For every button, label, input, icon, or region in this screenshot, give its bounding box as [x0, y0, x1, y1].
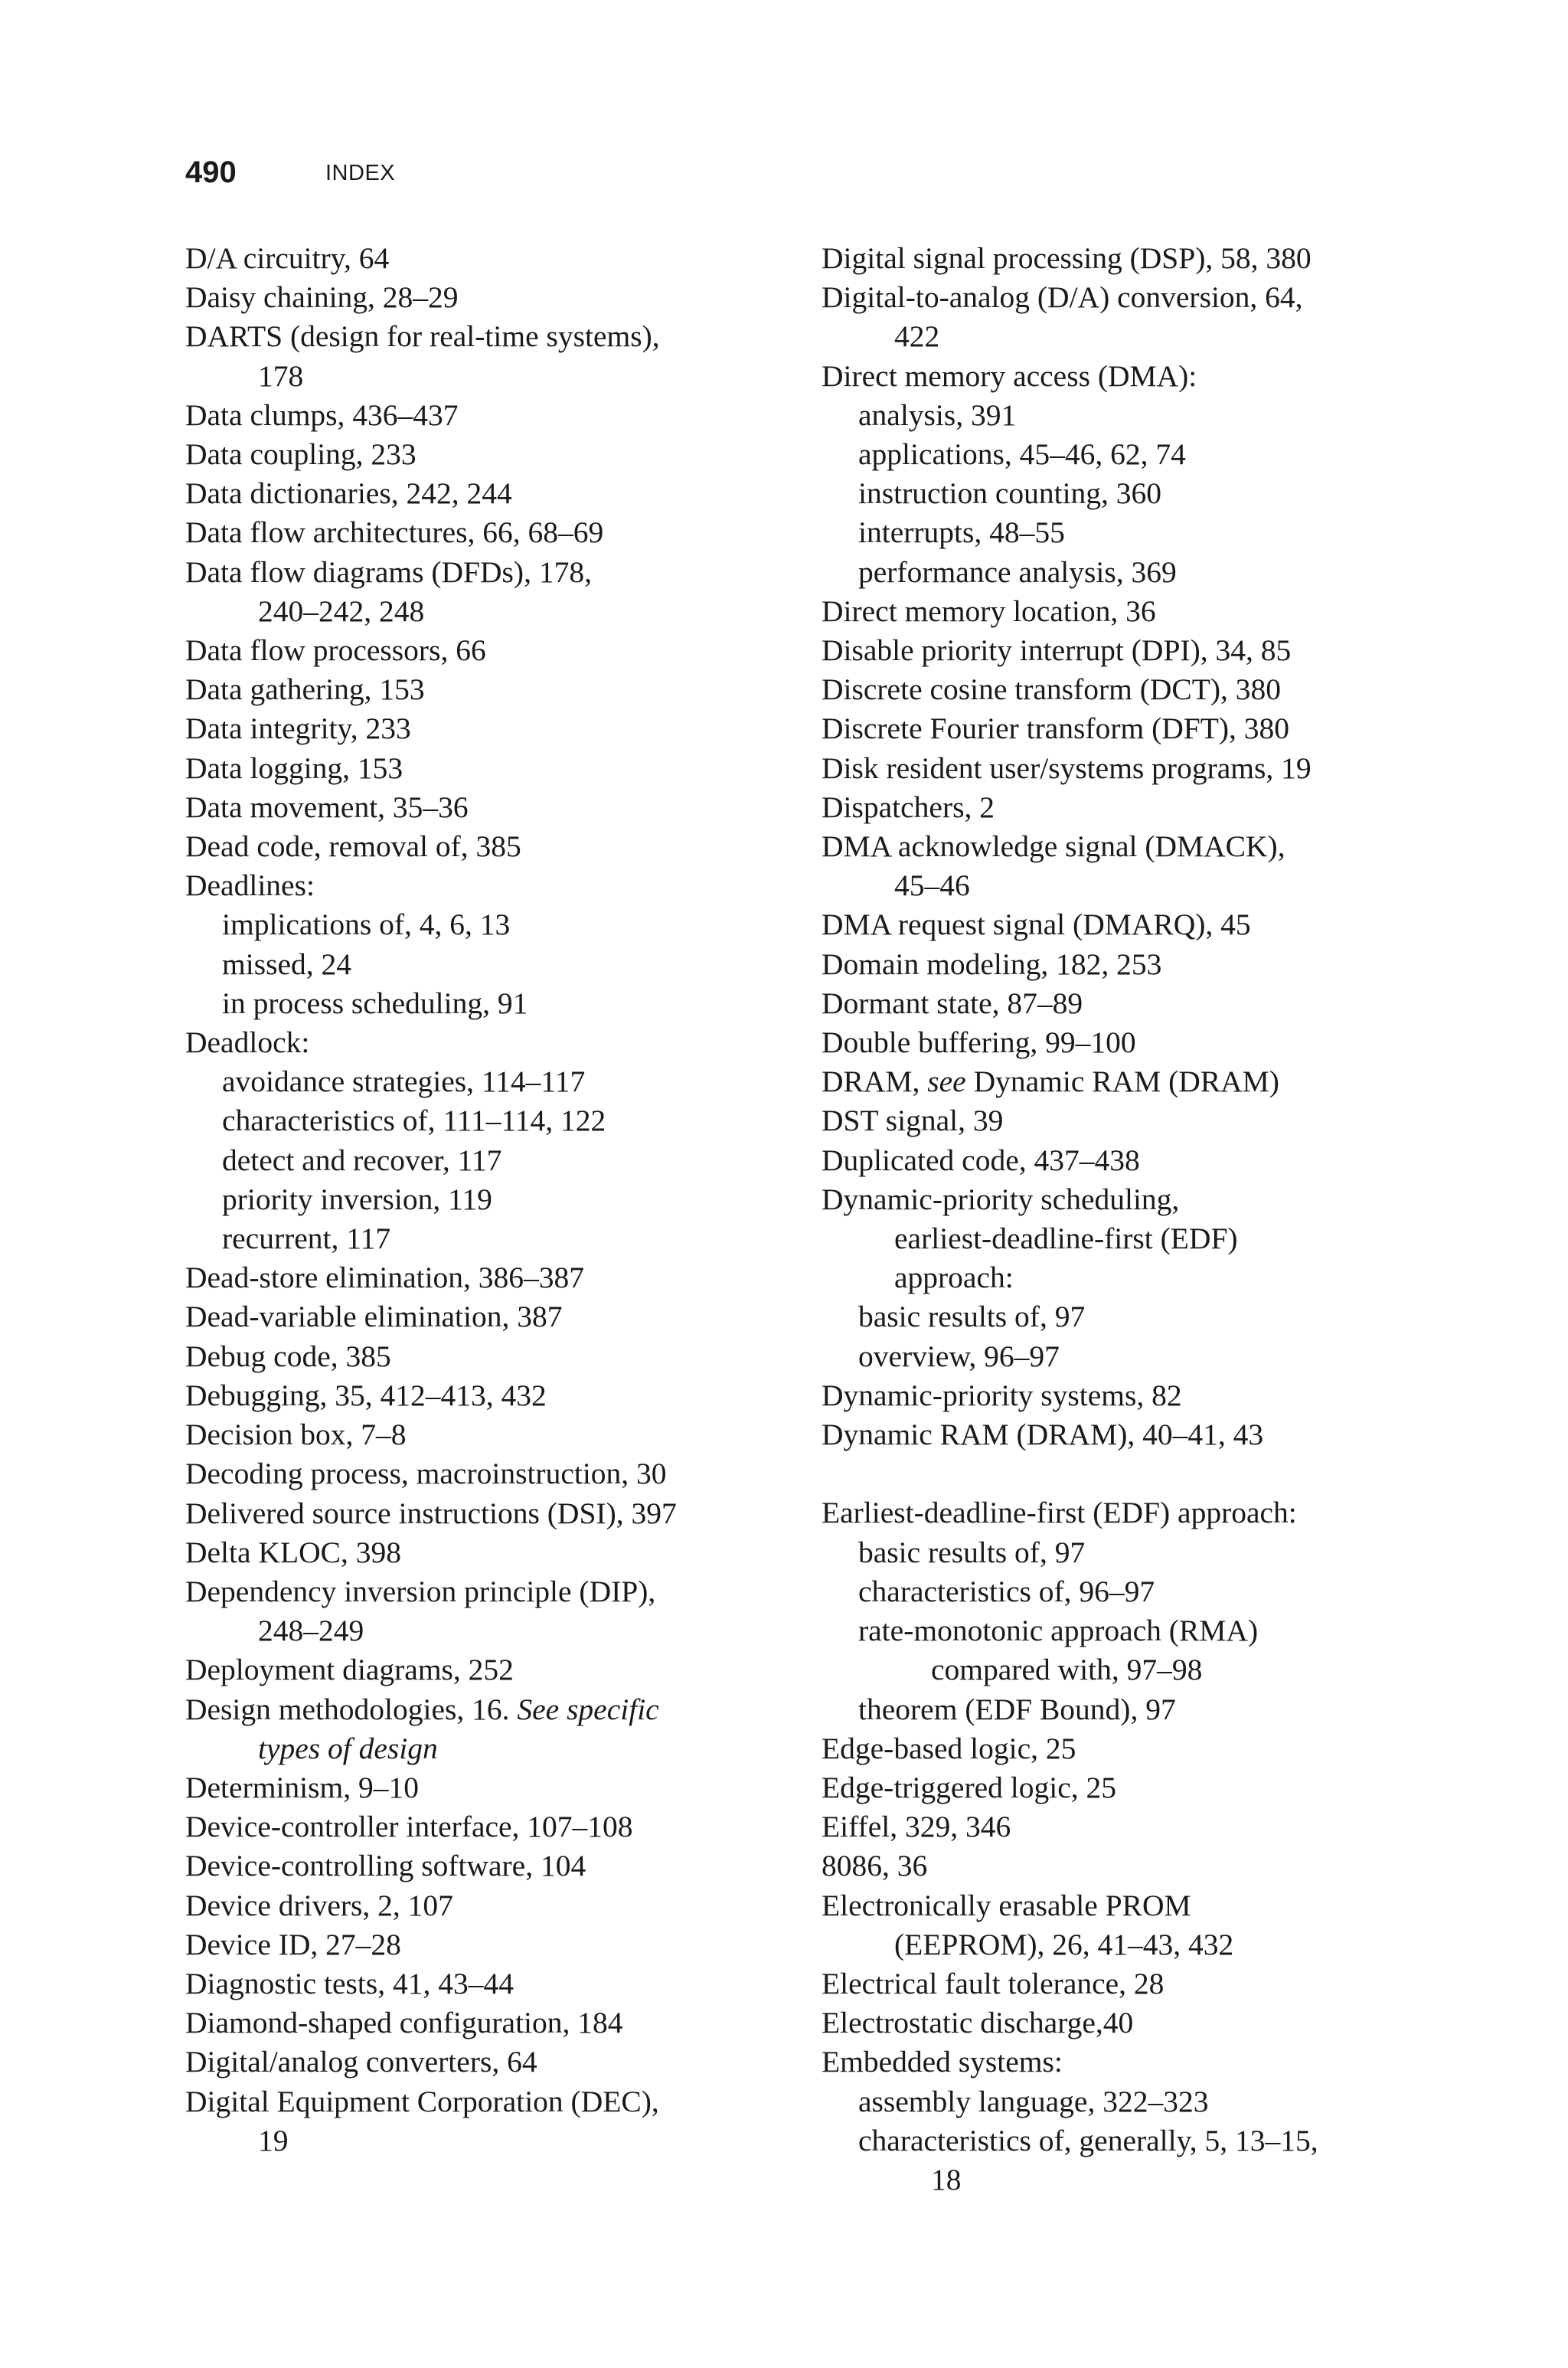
index-entry: [185, 1297, 767, 1336]
index-entry: [185, 1807, 767, 1846]
entry-text: (EEPROM), 26, 41–43, 432: [894, 1927, 1234, 1961]
entry-text: Daisy chaining, 28–29: [185, 280, 459, 315]
entry-text: Dynamic RAM (DRAM), 40–41, 43: [822, 1418, 1264, 1452]
entry-text: in process scheduling, 91: [222, 986, 528, 1020]
entry-text: Dead-store elimination, 386–387: [185, 1261, 585, 1295]
index-entry: [185, 1023, 767, 1062]
entry-text: Dead code, removal of, 385: [185, 829, 521, 864]
entry-text: 18: [931, 2162, 962, 2196]
index-entry: [185, 788, 767, 827]
index-subentry: [822, 474, 1403, 513]
entry-text: Data integrity, 233: [185, 711, 411, 746]
index-entry: [185, 553, 767, 592]
index-subentry: [822, 1258, 1403, 1297]
entry-text: Edge-based logic, 25: [822, 1731, 1076, 1765]
index-entry: [822, 1886, 1403, 1925]
index-column-right: [822, 239, 1403, 2200]
entry-text: Dynamic-priority systems, 82: [822, 1378, 1182, 1412]
index-entry: [822, 1768, 1403, 1807]
index-entry: [822, 788, 1403, 827]
entry-text: theorem (EDF Bound), 97: [858, 1692, 1176, 1726]
index-entry: [822, 1180, 1403, 1219]
entry-text: Direct memory access (DMA):: [822, 358, 1197, 393]
index-entry: [185, 749, 767, 788]
index-subentry: [822, 513, 1403, 552]
entry-text: Embedded systems:: [822, 2045, 1063, 2079]
index-subentry: [185, 357, 767, 396]
entry-text: Double buffering, 99–100: [822, 1025, 1136, 1060]
index-entry: [822, 1964, 1403, 2003]
index-entry: [185, 670, 767, 709]
entry-text: Data dictionaries, 242, 244: [185, 476, 512, 511]
index-entry: [185, 1964, 767, 2003]
index-entry: [185, 1258, 767, 1297]
index-subentry: [185, 984, 767, 1023]
entry-text: Edge-triggered logic, 25: [822, 1770, 1116, 1804]
entry-text: Data flow processors, 66: [185, 633, 486, 668]
entry-text: Decoding process, macroinstruction, 30: [185, 1457, 667, 1491]
entry-text: earliest-deadline-first (EDF): [894, 1222, 1238, 1256]
index-subentry: [185, 1141, 767, 1180]
index-entry: [185, 1572, 767, 1611]
index-subentry: [822, 435, 1403, 474]
entry-text: Discrete cosine transform (DCT), 380: [822, 672, 1282, 707]
entry-text: Electrical fault tolerance, 28: [822, 1966, 1165, 2000]
entry-text: Digital signal processing (DSP), 58, 380: [822, 241, 1312, 275]
index-entry: [822, 2043, 1403, 2082]
entry-text: missed, 24: [222, 947, 351, 981]
index-entry: [185, 2082, 767, 2121]
index-entry: [822, 278, 1403, 317]
index-subentry: [185, 1219, 767, 1258]
index-entry: [822, 670, 1403, 709]
entry-text: assembly language, 322–323: [858, 2084, 1209, 2118]
index-entry: [185, 1494, 767, 1533]
index-subentry: [822, 1337, 1403, 1376]
index-entry: [822, 945, 1403, 984]
running-head: INDEX: [325, 161, 396, 185]
index-entry: [822, 905, 1403, 944]
entry-text: Diamond-shaped configuration, 184: [185, 2006, 623, 2040]
entry-text: 45–46: [894, 868, 970, 903]
index-subentry: [822, 1650, 1403, 1689]
entry-text: Dispatchers, 2: [822, 790, 995, 824]
index-entry: [185, 1846, 767, 1886]
entry-text: Device-controlling software, 104: [185, 1849, 586, 1883]
entry-text: 422: [894, 319, 940, 354]
entry-text: analysis, 391: [858, 397, 1017, 432]
index-entry: [185, 1886, 767, 1925]
entry-text: Device ID, 27–28: [185, 1927, 401, 1961]
index-subentry: [822, 2121, 1403, 2160]
index-entry: [822, 1141, 1403, 1180]
entry-text: DMA request signal (DMARQ), 45: [822, 908, 1251, 942]
entry-text: compared with, 97–98: [931, 1653, 1203, 1687]
index-subentry: [822, 1572, 1403, 1611]
index-entry: [185, 239, 767, 278]
entry-text: Decision box, 7–8: [185, 1418, 407, 1452]
index-subentry: [822, 317, 1403, 356]
index-subentry: [822, 1219, 1403, 1258]
index-entry: [822, 749, 1403, 788]
entry-text: Data flow architectures, 66, 68–69: [185, 515, 604, 550]
entry-text: Dependency inversion principle (DIP),: [185, 1574, 656, 1608]
index-entry: [822, 984, 1403, 1023]
entry-text: detect and recover, 117: [222, 1143, 502, 1177]
index-subentry: [185, 945, 767, 984]
entry-text: Dynamic RAM (DRAM): [965, 1065, 1279, 1099]
index-subentry: [822, 1690, 1403, 1729]
index-subentry: [822, 2160, 1403, 2200]
index-entry: [185, 1533, 767, 1572]
entry-text: basic results of, 97: [858, 1535, 1086, 1569]
entry-text: characteristics of, 111–114, 122: [222, 1104, 606, 1138]
index-subentry: [822, 866, 1403, 905]
entry-text: 178: [258, 358, 304, 393]
index-entry: [185, 1925, 767, 1964]
index-subentry: [185, 905, 767, 944]
entry-text: Earliest-deadline-first (EDF) approach:: [822, 1496, 1297, 1530]
entry-text: Data movement, 35–36: [185, 790, 469, 824]
index-entry: [822, 1101, 1403, 1140]
entry-text: performance analysis, 369: [858, 554, 1177, 589]
index-entry: [185, 1650, 767, 1689]
entry-text: Domain modeling, 182, 253: [822, 947, 1162, 981]
entry-text: Dynamic-priority scheduling,: [822, 1182, 1180, 1216]
index-entry: [185, 317, 767, 356]
entry-spacer: [822, 1454, 1403, 1493]
entry-text: Duplicated code, 437–438: [822, 1143, 1140, 1177]
index-entry: [822, 357, 1403, 396]
entry-text: Data gathering, 153: [185, 672, 425, 707]
entry-text: Discrete Fourier transform (DFT), 380: [822, 711, 1289, 746]
index-entry: [185, 1454, 767, 1493]
index-subentry: [185, 1062, 767, 1101]
index-subentry: [185, 1611, 767, 1650]
index-entry: [185, 396, 767, 435]
entry-text: Disable priority interrupt (DPI), 34, 85: [822, 633, 1292, 668]
entry-text: overview, 96–97: [858, 1339, 1060, 1373]
entry-text: Disk resident user/systems programs, 19: [822, 751, 1312, 785]
entry-text: basic results of, 97: [858, 1300, 1086, 1334]
index-entry: [185, 1415, 767, 1454]
entry-text: Debug code, 385: [185, 1339, 391, 1373]
index-entry: [822, 1493, 1403, 1532]
entry-text: Design methodologies, 16.: [185, 1692, 518, 1726]
index-subentry: [822, 1297, 1403, 1336]
index-entry: [185, 278, 767, 317]
index-entry: [822, 239, 1403, 278]
entry-text: Data flow diagrams (DFDs), 178,: [185, 554, 592, 589]
entry-text: Eiffel, 329, 346: [822, 1810, 1011, 1844]
index-entry: [185, 1376, 767, 1415]
entry-text: DST signal, 39: [822, 1104, 1004, 1138]
index-subentry: [185, 1101, 767, 1140]
entry-text: D/A circuitry, 64: [185, 241, 390, 275]
entry-text: 240–242, 248: [258, 594, 425, 628]
index-entry: [185, 631, 767, 670]
entry-text: priority inversion, 119: [222, 1182, 492, 1216]
index-entry: [822, 1807, 1403, 1846]
entry-text: DARTS (design for real-time systems),: [185, 319, 660, 354]
index-entry: [185, 1690, 767, 1729]
index-entry: [185, 474, 767, 513]
index-subentry: [185, 2121, 767, 2160]
cross-reference-text: types of design: [258, 1731, 438, 1765]
entry-text: implications of, 4, 6, 13: [222, 908, 511, 942]
entry-text: Debugging, 35, 412–413, 432: [185, 1378, 547, 1412]
index-subentry: [185, 1180, 767, 1219]
index-entry: [185, 1768, 767, 1807]
index-entry: [822, 1023, 1403, 1062]
index-subentry: [822, 1611, 1403, 1650]
entry-text: Deadlines:: [185, 868, 315, 903]
entry-text: instruction counting, 360: [858, 476, 1162, 511]
index-column-left: [185, 239, 767, 2160]
entry-text: characteristics of, generally, 5, 13–15,: [858, 2123, 1318, 2157]
index-subentry: [822, 553, 1403, 592]
entry-text: Device drivers, 2, 107: [185, 1888, 453, 1922]
index-entry: [822, 827, 1403, 866]
entry-text: avoidance strategies, 114–117: [222, 1065, 586, 1099]
index-subentry: [185, 592, 767, 631]
entry-text: rate-monotonic approach (RMA): [858, 1614, 1259, 1648]
index-entry: [185, 1337, 767, 1376]
index-entry: [822, 709, 1403, 748]
entry-text: Delivered source instructions (DSI), 397: [185, 1496, 677, 1530]
entry-text: Data coupling, 233: [185, 437, 416, 472]
entry-text: recurrent, 117: [222, 1222, 391, 1256]
entry-text: Delta KLOC, 398: [185, 1535, 401, 1569]
entry-text: Electrostatic discharge,40: [822, 2006, 1134, 2040]
entry-text: Dead-variable elimination, 387: [185, 1300, 563, 1334]
entry-text: 8086, 36: [822, 1849, 928, 1883]
entry-text: approach:: [894, 1261, 1014, 1295]
entry-text: Digital-to-analog (D/A) conversion, 64,: [822, 280, 1303, 315]
index-entry: [185, 2043, 767, 2082]
entry-text: Device-controller interface, 107–108: [185, 1810, 633, 1844]
index-entry: [822, 631, 1403, 670]
entry-text: Data clumps, 436–437: [185, 397, 459, 432]
index-entry: [185, 513, 767, 552]
entry-text: Direct memory location, 36: [822, 594, 1156, 628]
entry-text: 248–249: [258, 1614, 364, 1648]
entry-text: Data logging, 153: [185, 751, 403, 785]
entry-text: Diagnostic tests, 41, 43–44: [185, 1966, 514, 2000]
entry-text: applications, 45–46, 62, 74: [858, 437, 1186, 472]
index-entry: [185, 866, 767, 905]
page-number: 490: [185, 155, 237, 189]
index-entry: [822, 1062, 1403, 1101]
entry-text: interrupts, 48–55: [858, 515, 1065, 550]
entry-text: Dormant state, 87–89: [822, 986, 1083, 1020]
entry-text: 19: [258, 2123, 289, 2157]
index-subentry: [822, 2082, 1403, 2121]
cross-reference-text: see: [927, 1065, 966, 1099]
entry-text: characteristics of, 96–97: [858, 1574, 1155, 1608]
index-subentry: [822, 1925, 1403, 1964]
entry-text: Electronically erasable PROM: [822, 1888, 1191, 1922]
index-entry: [185, 435, 767, 474]
index-entry: [185, 2003, 767, 2043]
entry-text: DMA acknowledge signal (DMACK),: [822, 829, 1285, 864]
entry-text: Deadlock:: [185, 1025, 310, 1060]
entry-text: Determinism, 9–10: [185, 1770, 419, 1804]
entry-text: Digital Equipment Corporation (DEC),: [185, 2084, 659, 2118]
index-entry: [822, 592, 1403, 631]
index-entry: [185, 827, 767, 866]
entry-text: Deployment diagrams, 252: [185, 1653, 514, 1687]
index-entry: [822, 1846, 1403, 1886]
cross-reference-text: See specific: [517, 1692, 659, 1726]
index-entry: [822, 1729, 1403, 1768]
index-subentry: [822, 1533, 1403, 1572]
index-entry: [822, 2003, 1403, 2043]
index-entry: [185, 709, 767, 748]
index-subentry: [822, 396, 1403, 435]
entry-text: DRAM,: [822, 1065, 928, 1099]
entry-text: Digital/analog converters, 64: [185, 2045, 537, 2079]
index-subentry: [185, 1729, 767, 1768]
index-entry: [822, 1415, 1403, 1454]
index-entry: [822, 1376, 1403, 1415]
